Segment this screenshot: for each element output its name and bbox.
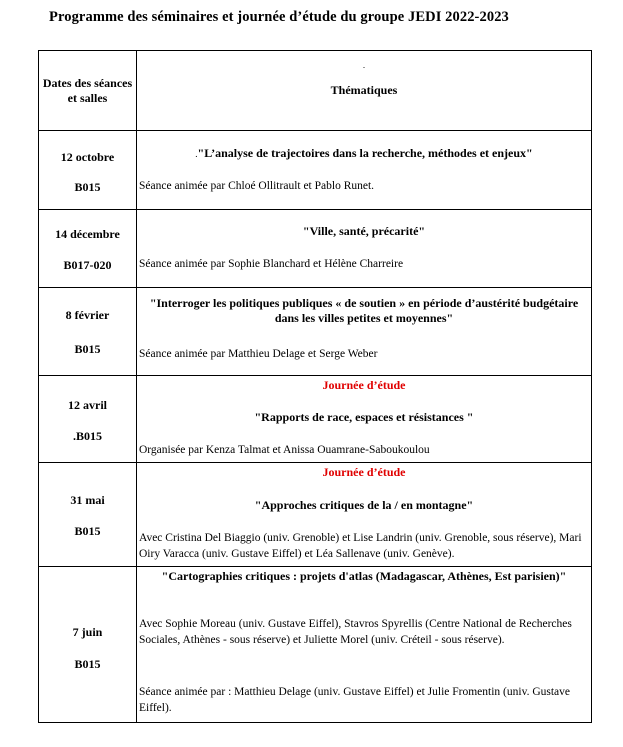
theme-cell <box>137 131 592 210</box>
session-title: "Rapports de race, espaces et résistances " <box>254 410 474 424</box>
title-prefix: . <box>195 149 198 159</box>
session-body: Séance animée par Matthieu Delage et Serge Weber <box>139 348 378 360</box>
session-room: .B015 <box>72 429 102 443</box>
header-dates: Dates des séances et salles <box>39 51 137 131</box>
header-marker: - <box>363 65 365 71</box>
session-date: 12 octobre <box>60 150 115 164</box>
table-row <box>39 463 592 567</box>
date-cell <box>39 376 137 463</box>
session-body: Organisée par Kenza Talmat et Anissa Ouamrane-Saboukoulou <box>139 444 430 456</box>
session-body-secondary: Séance animée par : Matthieu Delage (univ. Gustave Eiffel) et Julie Fromentin (univ. Gustave Eiffel). <box>139 686 571 714</box>
date-cell <box>39 131 137 210</box>
event-label: Journée d’étude <box>322 465 406 479</box>
session-body: Séance animée par Sophie Blanchard et Hélène Charreire <box>139 258 404 270</box>
session-title: "Interroger les politiques publiques « de soutien » en période d’austérité budgétaire dans les villes petites et moyennes" <box>149 296 579 325</box>
header-theme: Thématiques <box>330 83 398 97</box>
header-theme-cell <box>137 51 592 131</box>
session-date: 31 mai <box>70 493 105 507</box>
date-cell <box>39 288 137 376</box>
session-room: B015 <box>74 657 101 671</box>
session-title: "Cartographies critiques : projets d'atlas (Madagascar, Athènes, Est parisien)" <box>161 569 567 583</box>
session-title-text: "L’analyse de trajectoires dans la recherche, méthodes et enjeux" <box>197 146 533 160</box>
event-label: Journée d’étude <box>322 378 406 392</box>
session-body: Séance animée par Chloé Ollitrault et Pablo Runet. <box>139 180 375 192</box>
session-date: 14 décembre <box>55 227 120 241</box>
table-row <box>39 376 592 463</box>
date-cell <box>39 463 137 567</box>
session-body: Avec Cristina Del Biaggio (univ. Grenoble) et Lise Landrin (univ. Grenoble, sous réserve), Mari Oiry Varacca (univ. Gustave Eiffel) et Léa Sallenave (univ. Genève). <box>139 532 582 560</box>
page-title: Programme des séminaires et journée d’étude du groupe JEDI 2022-2023 <box>49 9 509 25</box>
session-room: B015 <box>74 180 101 194</box>
seminar-table <box>38 50 592 723</box>
session-room: B015 <box>74 524 101 538</box>
session-date: 12 avril <box>68 398 107 412</box>
table-row <box>39 210 592 288</box>
session-room: B015 <box>74 342 101 356</box>
session-title: "Ville, santé, précarité" <box>302 224 426 238</box>
table-row <box>39 131 592 210</box>
session-date: 8 février <box>65 308 110 322</box>
table-row <box>39 288 592 376</box>
session-date: 7 juin <box>72 625 103 639</box>
theme-cell <box>137 376 592 463</box>
table-header-row <box>39 51 592 131</box>
theme-cell <box>137 567 592 723</box>
table-row <box>39 567 592 723</box>
theme-cell <box>137 288 592 376</box>
date-cell <box>39 210 137 288</box>
theme-cell <box>137 210 592 288</box>
session-room: B017-020 <box>63 258 112 272</box>
session-title: "Approches critiques de la / en montagne" <box>254 498 474 512</box>
date-cell <box>39 567 137 723</box>
session-title <box>137 146 591 162</box>
session-body: Avec Sophie Moreau (univ. Gustave Eiffel), Stavros Spyrellis (Centre National de Recherches Sociales, Athènes - sous réserve) et Juliette Morel (univ. Créteil - sous réserve). <box>139 618 572 646</box>
theme-cell <box>137 463 592 567</box>
